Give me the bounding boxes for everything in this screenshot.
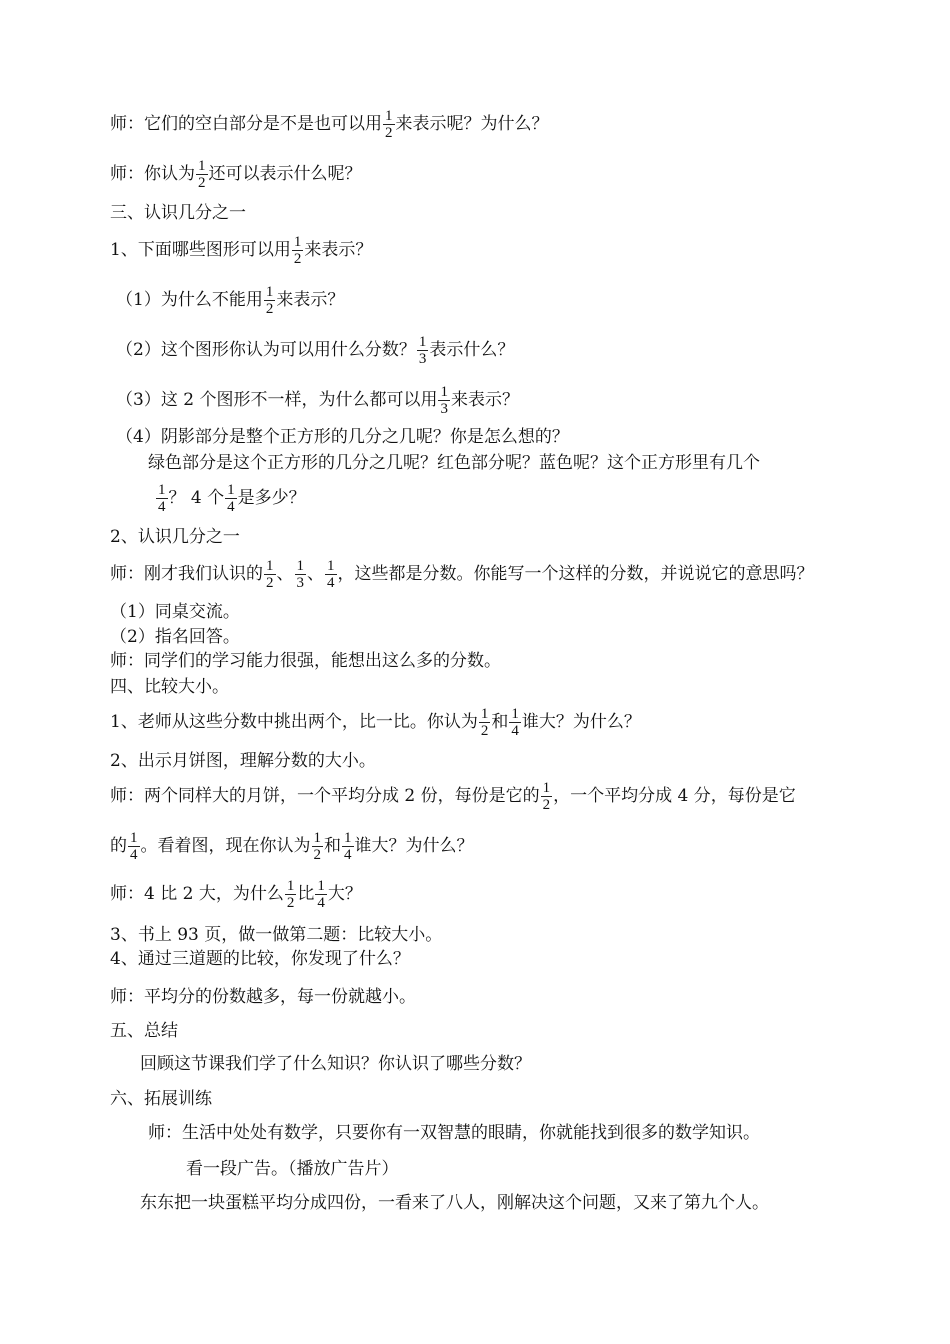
text-line — [110, 878, 362, 911]
fraction-denominator: 3 — [418, 351, 427, 367]
text-line — [110, 706, 641, 739]
text-run: 大？ — [327, 884, 362, 904]
text-run: 师：两个同样大的月饼，一个平均分成 2 份，每份是它的 — [110, 786, 540, 806]
text-line — [110, 558, 814, 591]
text-run: 回顾这节课我们学了什么知识？你认识了哪些分数？ — [140, 1054, 531, 1074]
text-run: 1、老师从这些分数中挑出两个，比一比。你认为 — [110, 712, 478, 732]
fraction — [417, 334, 429, 367]
text-run: （2）指名回答。 — [110, 627, 240, 647]
fraction-denominator: 2 — [385, 125, 393, 141]
fraction-denominator: 4 — [130, 847, 138, 863]
text-run: （4）阴影部分是整个正方形的几分之几呢？你是怎么想的？ — [116, 427, 569, 447]
fraction — [315, 878, 327, 911]
text-line — [110, 108, 549, 141]
text-run: 和 — [491, 712, 509, 732]
text-line — [110, 780, 796, 813]
fraction-numerator: 1 — [313, 830, 321, 846]
text-run: 来表示？ — [450, 390, 519, 410]
section-heading — [110, 1020, 178, 1042]
fraction-denominator: 4 — [317, 895, 325, 911]
fraction-numerator: 1 — [266, 558, 274, 574]
fraction-numerator: 1 — [327, 558, 335, 574]
fraction — [264, 558, 276, 591]
fraction-denominator: 4 — [511, 723, 519, 739]
text-line — [140, 1053, 531, 1075]
text-line — [110, 650, 501, 672]
fraction — [225, 482, 237, 515]
fraction-numerator: 1 — [286, 878, 295, 894]
text-run: 4、通过三道题的比较，你发现了什么？ — [110, 949, 410, 969]
fraction — [325, 558, 337, 591]
text-run: 师：你认为 — [110, 164, 195, 184]
text-run: 是多少？ — [237, 488, 306, 508]
fraction — [312, 830, 324, 863]
text-run: 比 — [297, 884, 315, 904]
text-run: （2）这个图形你认为可以用什么分数？ — [116, 340, 416, 360]
text-run: 谁大？为什么？ — [521, 712, 641, 732]
text-run: 3、书上 93 页，做一做第二题：比较大小。 — [110, 925, 443, 945]
text-run: 表示什么？ — [429, 340, 515, 360]
text-line — [155, 482, 306, 515]
text-run: 的 — [110, 836, 127, 856]
text-run: 五、总结 — [110, 1021, 178, 1041]
fraction-numerator: 1 — [130, 830, 138, 846]
text-run: 绿色部分是这个正方形的几分之几呢？红色部分呢？蓝色呢？这个正方形里有几个 — [148, 453, 760, 473]
text-run: 六、拓展训练 — [110, 1089, 212, 1109]
text-run: 师：同学们的学习能力很强，能想出这么多的分数。 — [110, 651, 501, 671]
text-line — [116, 284, 344, 317]
fraction-denominator: 2 — [266, 575, 274, 591]
text-run: 。看着图，现在你认为 — [140, 836, 311, 856]
text-line — [110, 948, 410, 970]
section-heading — [110, 1088, 212, 1110]
text-line — [110, 924, 442, 946]
fraction-numerator: 1 — [542, 780, 551, 796]
fraction-numerator: 1 — [480, 706, 489, 722]
fraction-denominator: 2 — [480, 723, 489, 739]
text-line — [148, 452, 760, 474]
fraction-numerator: 1 — [265, 284, 274, 300]
text-run: 还可以表示什么呢？ — [208, 164, 362, 184]
fraction — [383, 108, 395, 141]
fraction-numerator: 1 — [158, 482, 166, 498]
text-run: （1）同桌交流。 — [110, 602, 240, 622]
fraction — [295, 558, 307, 591]
fraction — [285, 878, 297, 911]
text-run: 四、比较大小。 — [110, 677, 229, 697]
text-line — [110, 750, 376, 772]
fraction-denominator: 4 — [344, 847, 352, 863]
text-run: 三、认识几分之一 — [110, 203, 246, 223]
fraction — [342, 830, 354, 863]
fraction — [128, 830, 140, 863]
fraction — [479, 706, 491, 739]
text-run: 来表示？ — [304, 240, 373, 260]
fraction-numerator: 1 — [296, 558, 304, 574]
fraction-denominator: 2 — [542, 797, 551, 813]
fraction-numerator: 1 — [385, 108, 393, 124]
text-run: （1）为什么不能用 — [116, 290, 263, 310]
text-run: 看一段广告。（播放广告片） — [186, 1159, 399, 1179]
text-run: ？ 4 个 — [168, 488, 225, 508]
fraction-denominator: 4 — [158, 499, 166, 515]
text-run: 和 — [324, 836, 341, 856]
text-line — [110, 626, 240, 648]
text-run: 来表示？ — [276, 290, 345, 310]
text-line — [110, 986, 416, 1008]
text-run: 师：它们的空白部分是不是也可以用 — [110, 114, 382, 134]
text-line — [110, 234, 372, 267]
text-run: 师：4 比 2 大，为什么 — [110, 884, 284, 904]
text-run: 东东把一块蛋糕平均分成四份，一看来了八人，刚解决这个问题，又来了第九个人。 — [140, 1193, 769, 1213]
text-line — [116, 426, 569, 448]
text-line — [186, 1158, 399, 1180]
fraction — [509, 706, 521, 739]
text-run: 师：生活中处处有数学，只要你有一双智慧的眼睛，你就能找到很多的数学知识。 — [148, 1123, 760, 1143]
fraction-denominator: 3 — [440, 401, 448, 417]
fraction-denominator: 2 — [198, 175, 206, 191]
text-line — [116, 334, 514, 367]
text-run: 、 — [307, 564, 324, 584]
text-run: 来表示呢？为什么？ — [395, 114, 549, 134]
text-run: （3）这 2 个图形不一样，为什么都可以用 — [116, 390, 438, 410]
text-run: ，一个平均分成 4 分，每份是它 — [553, 786, 796, 806]
fraction-numerator: 1 — [418, 334, 427, 350]
text-run: 2、认识几分之一 — [110, 527, 240, 547]
fraction-numerator: 1 — [293, 234, 302, 250]
fraction-denominator: 2 — [265, 301, 274, 317]
section-heading — [110, 676, 229, 698]
fraction-numerator: 1 — [227, 482, 235, 498]
text-run: 2、出示月饼图，理解分数的大小。 — [110, 751, 376, 771]
text-run: ，这些都是分数。你能写一个这样的分数，并说说它的意思吗？ — [337, 564, 814, 584]
text-line — [110, 830, 474, 863]
text-line — [148, 1122, 760, 1144]
fraction-numerator: 1 — [511, 706, 519, 722]
section-heading — [110, 526, 240, 548]
text-run: 谁大？为什么？ — [354, 836, 474, 856]
text-line — [110, 158, 362, 191]
text-run: 、 — [276, 564, 294, 584]
text-line — [116, 384, 519, 417]
fraction-numerator: 1 — [440, 384, 448, 400]
fraction — [156, 482, 168, 515]
fraction-numerator: 1 — [317, 878, 325, 894]
fraction — [292, 234, 304, 267]
text-line — [140, 1192, 769, 1214]
text-run: 师：刚才我们认识的 — [110, 564, 263, 584]
fraction — [438, 384, 450, 417]
fraction-denominator: 4 — [227, 499, 235, 515]
fraction-denominator: 2 — [293, 251, 302, 267]
section-heading — [110, 202, 246, 224]
text-run: 1、下面哪些图形可以用 — [110, 240, 291, 260]
fraction-numerator: 1 — [344, 830, 352, 846]
fraction — [541, 780, 553, 813]
fraction-denominator: 3 — [296, 575, 304, 591]
fraction-denominator: 4 — [327, 575, 335, 591]
fraction-denominator: 2 — [313, 847, 321, 863]
fraction — [264, 284, 276, 317]
fraction — [196, 158, 208, 191]
text-line — [110, 601, 240, 623]
fraction-numerator: 1 — [198, 158, 206, 174]
text-run: 师：平均分的份数越多，每一份就越小。 — [110, 987, 416, 1007]
fraction-denominator: 2 — [286, 895, 295, 911]
